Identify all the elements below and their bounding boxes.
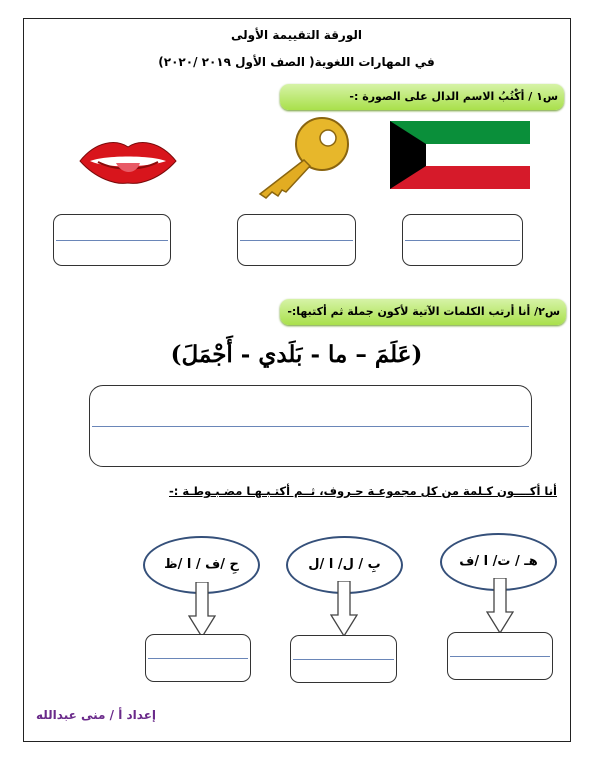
answer-box-flag[interactable] [402,214,523,266]
lips-image [76,135,180,187]
writing-line [293,659,394,660]
question2-bar [280,299,566,325]
question1-bar [280,84,564,110]
word-answer-box-3[interactable] [145,634,251,682]
letter-group-3: حِ /ف / ا /ظ [143,536,260,594]
letter-group-2: بِ / ل/ ا /ل [286,536,403,594]
writing-line [148,658,248,659]
letter-group-1: هـ / ت/ ا /ف [440,533,557,591]
writing-line [405,240,520,241]
writing-line [92,426,529,427]
teacher-credit: إعداد أ / منى عبدالله [36,708,157,722]
writing-line [240,240,353,241]
answer-box-key[interactable] [237,214,356,266]
worksheet-title: الورقة التقييمة الأولى [231,28,362,42]
writing-line [56,240,168,241]
down-arrow-icon [330,581,358,637]
word-answer-box-1[interactable] [447,632,553,680]
key-image [248,114,358,200]
writing-line [450,656,550,657]
question1-label: س١ / أكْتُبُ الاسم الدال على الصورة :- [349,90,558,103]
worksheet-subtitle: في المهارات اللغوية( الصف الأول ٢٠١٩ /٢٠٢٠) [158,55,435,69]
question3-label: أنا أكــــون كـلمة من كل مجموعـة حـروف، ثــم أكتـبـهـا مضـبـوطـة :- [169,484,557,498]
answer-box-lips[interactable] [53,214,171,266]
kuwait-flag-image [390,121,530,189]
down-arrow-icon [486,578,514,634]
scrambled-words: (عَلَمَ – ما - بَلَدي - أَجْمَلَ) [170,341,423,368]
word-answer-box-2[interactable] [290,635,397,683]
sentence-answer-box[interactable] [89,385,532,467]
question2-label: س٢/ أنا أرتب الكلمات الآتية لأكون جملة ثم أكتبها:- [287,305,560,318]
down-arrow-icon [188,582,216,638]
